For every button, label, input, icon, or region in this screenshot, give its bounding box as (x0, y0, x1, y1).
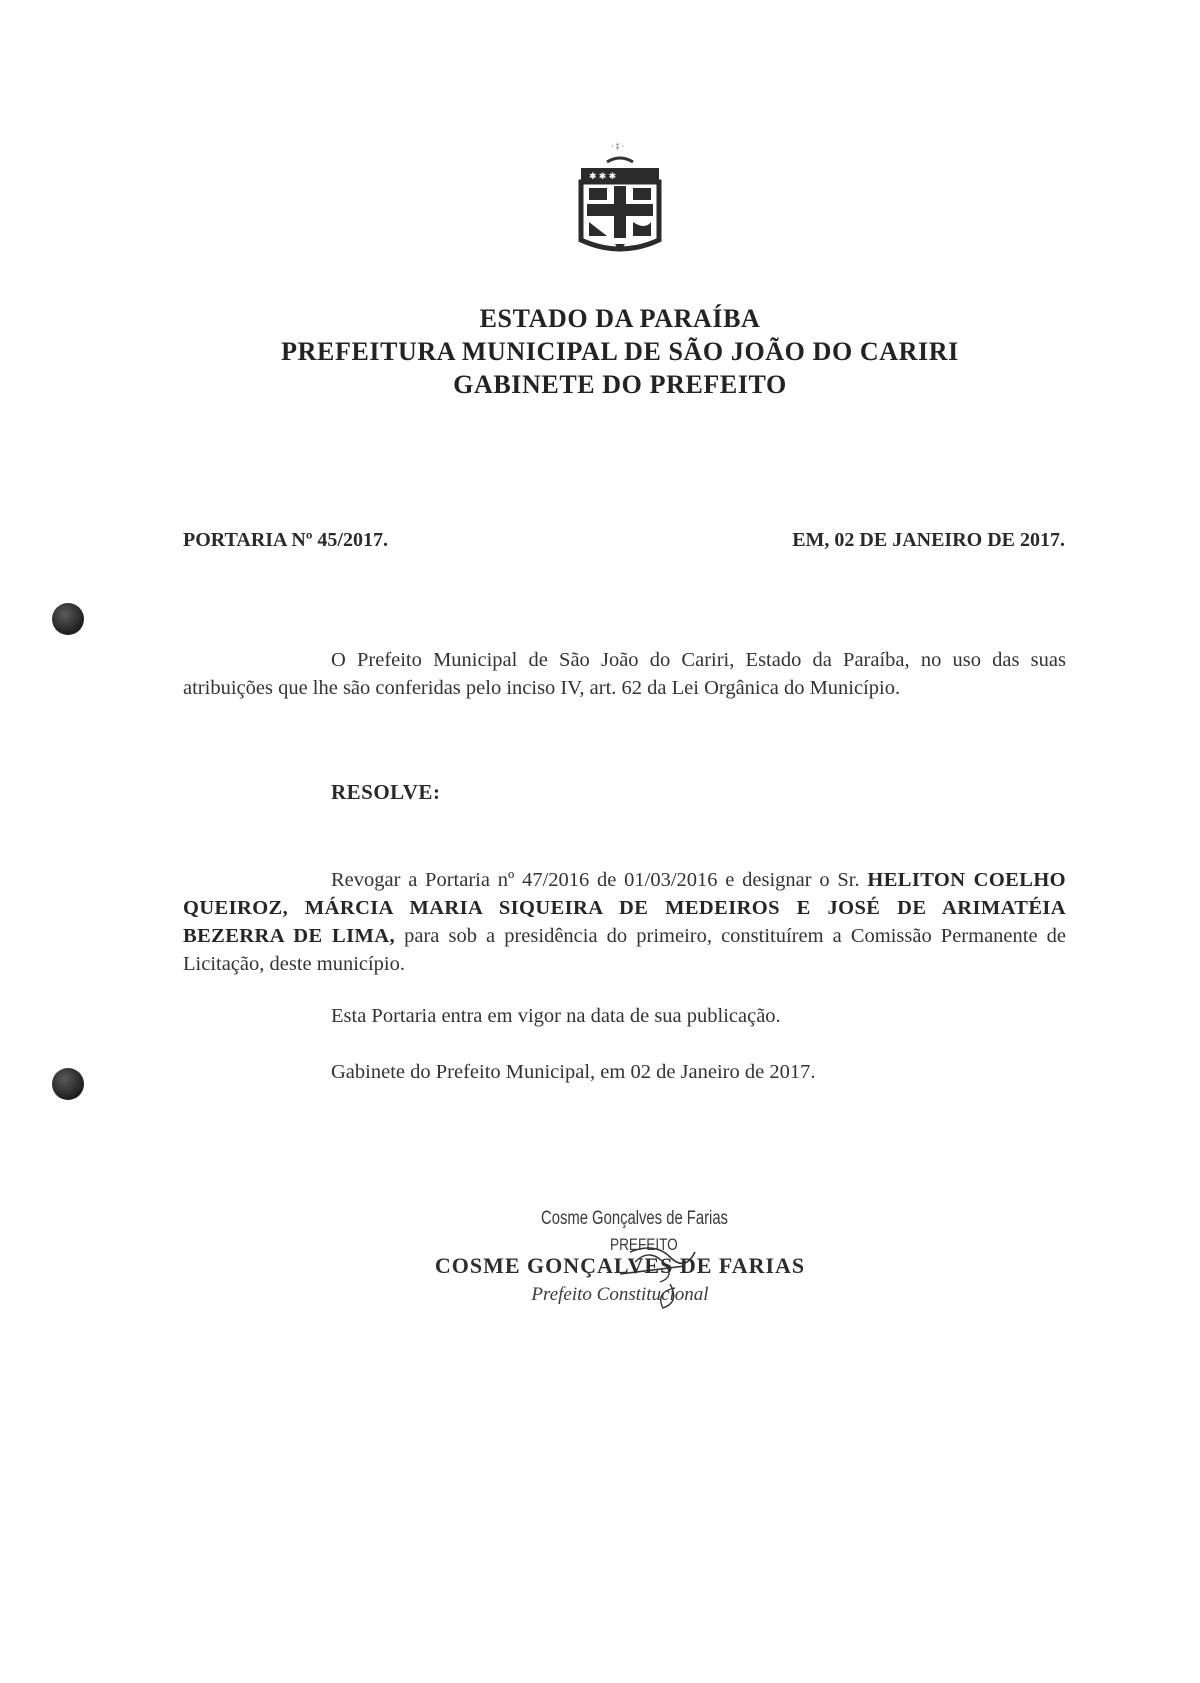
punch-hole-top (52, 603, 84, 635)
municipal-crest-icon (575, 140, 665, 260)
intro-paragraph (183, 646, 1066, 702)
handwritten-signature: Cosme Gonçalves de Farias (541, 1208, 728, 1229)
designated-names: HELITON COELHO QUEIROZ, MÁRCIA MARIA SIQUEIRA DE MEDEIROS E JOSÉ DE ARIMATÉIA BEZERRA DE LIMA, (183, 869, 1067, 947)
svg-text:✱ ✱ ✱: ✱ ✱ ✱ (589, 171, 617, 181)
portaria-number: PORTARIA Nº 45/2017. (183, 529, 388, 551)
header-state: ESTADO DA PARAÍBA (479, 304, 761, 333)
document-header (0, 302, 1200, 401)
signatory-title: Prefeito Constitucional (531, 1284, 709, 1305)
document-date: EM, 02 DE JANEIRO DE 2017. (792, 529, 1065, 551)
signature-stamp: PREFEITO (610, 1235, 678, 1254)
vigor-line: Esta Portaria entra em vigor na data de sua publicação. (331, 1005, 781, 1027)
intro-text: O Prefeito Municipal de São João do Cariri, Estado da Paraíba, no uso das suas atribuições que lhe são conferidas pelo inciso IV, art. 62 da Lei Orgânica do Município. (183, 649, 1066, 699)
body-paragraph (183, 866, 1066, 978)
header-gabinete: GABINETE DO PREFEITO (453, 370, 787, 399)
closing-line: Gabinete do Prefeito Municipal, em 02 de Janeiro de 2017. (331, 1061, 816, 1083)
body-prefix: Revogar a Portaria nº 47/2016 de 01/03/2016 e designar o Sr. (331, 869, 860, 891)
punch-hole-bottom (52, 1068, 84, 1100)
signatory-name: COSME GONÇALVES DE FARIAS (434, 1253, 806, 1278)
header-prefeitura: PREFEITURA MUNICIPAL DE SÃO JOÃO DO CARIRI (281, 337, 959, 366)
svg-text:· ‡ ·: · ‡ · (611, 142, 625, 151)
body-suffix: para sob a presidência do primeiro, constituírem a Comissão Permanente de Licitação, deste município. (183, 925, 1067, 975)
resolve-label: RESOLVE: (331, 780, 441, 804)
